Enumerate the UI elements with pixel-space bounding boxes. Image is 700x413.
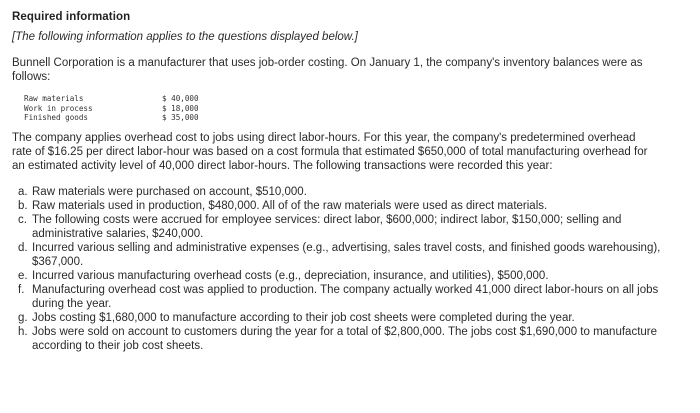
- overhead-paragraph: The company applies overhead cost to jobs using direct labor-hours. For this year, the company's predetermined overhead rate of $16.25 per direct labor-hour was based on a cost formula that estimated $650,000 of total manufacturing overhead for an estimated activity level of 40,000 direct labor-hours. The following transactions were recorded this year:: [12, 131, 648, 172]
- list-item-text: Jobs were sold on account to customers during the year for a total of $2,800,000. The jobs cost $1,690,000 to manufacture according to their job cost sheets.: [32, 325, 658, 352]
- balance-value: $ 35,000: [162, 113, 199, 122]
- list-item-text: Raw materials were purchased on account, $510,000.: [32, 185, 307, 198]
- balance-value: $ 18,000: [162, 103, 199, 113]
- balance-label: Raw materials: [24, 94, 84, 103]
- list-marker: e.: [18, 269, 28, 282]
- list-item-text: Raw materials used in production, $480,000. All of of the raw materials were used as direct materials.: [32, 199, 548, 212]
- list-marker: c.: [18, 213, 27, 226]
- list-marker: f.: [18, 283, 25, 296]
- inventory-balances-table: [24, 94, 199, 123]
- list-item: [18, 269, 680, 283]
- section-heading: Required information: [12, 11, 131, 23]
- list-marker: d.: [18, 241, 28, 254]
- list-item-text: Jobs costing $1,680,000 to manufacture according to their job cost sheets were completed during the year.: [32, 311, 575, 324]
- balance-value: $ 40,000: [162, 94, 199, 103]
- list-item: [18, 241, 680, 269]
- list-marker: a.: [18, 185, 28, 198]
- balance-label: Finished goods: [24, 113, 89, 122]
- applies-note: [The following information applies to the questions displayed below.]: [12, 31, 358, 43]
- list-item: [18, 283, 680, 311]
- list-item: [18, 213, 680, 241]
- list-marker: h.: [18, 325, 28, 338]
- list-item: [18, 199, 680, 213]
- list-marker: b.: [18, 199, 28, 212]
- balance-label: Work in process: [24, 103, 93, 113]
- table-row: [24, 104, 199, 114]
- list-item: [18, 185, 680, 199]
- list-item-text: The following costs were accrued for employee services: direct labor, $600,000; indirect labor, $150,000; selling and administrative salaries, $240,000.: [32, 213, 622, 240]
- transactions-list: [12, 185, 688, 353]
- list-item-text: Incurred various selling and administrative expenses (e.g., advertising, sales travel costs, and finished goods warehousing), $367,000.: [32, 241, 661, 268]
- table-row: [24, 94, 199, 104]
- list-item: [18, 325, 680, 353]
- intro-paragraph: Bunnell Corporation is a manufacturer that uses job-order costing. On January 1, the company's inventory balances were as follows:: [12, 57, 643, 83]
- table-row: [24, 113, 199, 123]
- list-marker: g.: [18, 311, 28, 324]
- list-item-text: Incurred various manufacturing overhead costs (e.g., depreciation, insurance, and utilities), $500,000.: [32, 269, 549, 282]
- list-item-text: Manufacturing overhead cost was applied to production. The company actually worked 41,000 direct labor-hours on all jobs during the year.: [32, 283, 659, 310]
- list-item: [18, 311, 680, 325]
